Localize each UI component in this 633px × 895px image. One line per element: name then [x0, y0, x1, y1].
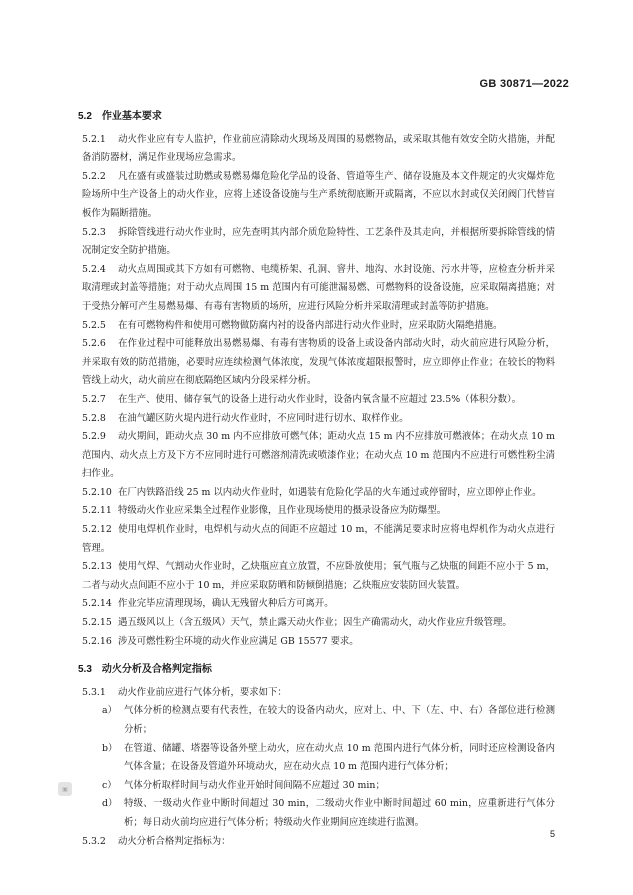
section-5-2-items	[82, 131, 555, 652]
clause	[82, 833, 555, 852]
clause-number: 5.2.1	[82, 133, 106, 145]
document-code: GB 30871—2022	[479, 78, 569, 90]
list-text: 气体分析的检测点要有代表性，在较大的设备内动火，应对上、中、下（左、中、右）各部位进行检测分析；	[124, 705, 555, 735]
clause	[82, 428, 555, 484]
clause	[82, 502, 555, 521]
clause-text: 作业完毕应清理现场，确认无残留火种后方可离开。	[118, 598, 334, 610]
list-item	[102, 740, 555, 777]
clause	[82, 633, 555, 652]
clause	[82, 131, 555, 168]
clause-number: 5.2.2	[82, 170, 106, 182]
list-item	[102, 795, 555, 832]
clause-number: 5.2.15	[82, 617, 112, 629]
clause-number: 5.3.2	[82, 835, 106, 847]
clause-number: 5.2.16	[82, 635, 112, 647]
list-marker: a）	[102, 705, 117, 717]
clause-text: 使用电焊机作业时，电焊机与动火点的间距不应超过 10 m，不能满足要求时应将电焊机作为动火点进行管理。	[82, 524, 555, 554]
clause	[82, 335, 555, 391]
clause-text: 遇五级风以上（含五级风）天气，禁止露天动火作业；因生产确需动火，动火作业应升级管理。	[118, 617, 512, 629]
clause	[82, 317, 555, 336]
list-text: 特级、一级动火作业中断时间超过 30 min，二级动火作业中断时间超过 60 min，应重新进行气体分析；每日动火前均应进行气体分析；特级动火作业期间应连续进行监测。	[124, 798, 555, 828]
clause-number: 5.2.4	[82, 263, 106, 275]
list-marker: c）	[102, 779, 117, 791]
clause-text: 在厂内铁路沿线 25 m 以内动火作业时，如遇装有危险化学品的火车通过或停留时，应立即停止作业。	[118, 486, 542, 498]
list-item	[102, 777, 555, 796]
clause	[82, 261, 555, 317]
clause-number: 5.2.11	[82, 505, 112, 517]
clause	[82, 224, 555, 261]
watermark-logo: ▣	[58, 782, 72, 796]
clause	[82, 521, 555, 558]
clause-text: 在生产、使用、储存氧气的设备上进行动火作业时，设备内氧含量不应超过 23.5%（体积分数）。	[118, 393, 522, 405]
list-marker: d）	[102, 798, 118, 810]
clause-text: 凡在盛有或盛装过助燃或易燃易爆危险化学品的设备、管道等生产、储存设施及本文件规定的火灾爆炸危险场所中生产设备上的动火作业，应将上述设备设施与生产系统彻底断开或隔离，不应以水封或仅关闭阀门代替盲板作为隔断措施。	[82, 170, 555, 219]
clause	[82, 595, 555, 614]
clause	[82, 484, 555, 503]
clause-text: 在作业过程中可能释放出易燃易爆、有毒有害物质的设备上或设备内部动火时，动火前应进行风险分析，并采取有效的防范措施，必要时应连续检测气体浓度，发现气体浓度超限报警时，应立即停止作业；在较长的物料管线上动火，动火前应在彻底隔绝区域内分段采样分析。	[82, 338, 555, 387]
clause	[82, 614, 555, 633]
clause-number: 5.2.9	[82, 431, 106, 443]
clause	[82, 558, 555, 595]
clause-number: 5.3.1	[82, 686, 106, 698]
clause-number: 5.2.8	[82, 412, 106, 424]
clause	[82, 168, 555, 224]
clause-number: 5.2.7	[82, 393, 106, 405]
page-number: 5	[549, 829, 555, 839]
clause-number: 5.2.3	[82, 226, 106, 238]
clause-number: 5.2.6	[82, 338, 106, 350]
list-text: 气体分析取样时间与动火作业开始时间间隔不应超过 30 min；	[124, 779, 385, 791]
clause-number: 5.2.12	[82, 524, 112, 536]
list-item	[102, 702, 555, 739]
clause	[82, 410, 555, 429]
section-title: 5.3 动火分析及合格判定指标	[78, 664, 212, 676]
clause-number: 5.2.13	[82, 561, 112, 573]
section-title: 5.2 作业基本要求	[78, 111, 162, 122]
clause-number: 5.2.10	[82, 486, 112, 498]
clause-text: 拆除管线进行动火作业时，应先查明其内部介质危险特性、工艺条件及其走向，并根据所要拆除管线的情况制定安全防护措施。	[82, 226, 555, 257]
clause-sublist	[82, 702, 555, 832]
clause-text: 动火分析合格判定指标为：	[118, 835, 231, 847]
clause-number: 5.2.5	[82, 319, 106, 331]
clause-text: 在有可燃物构件和使用可燃物做防腐内衬的设备内部进行动火作业时，应采取防火隔绝措施。	[118, 319, 503, 331]
clause-text: 动火作业应有专人监护，作业前应清除动火现场及周围的易燃物品，或采取其他有效安全防火措施，并配备消防器材，满足作业现场应急需求。	[82, 133, 555, 164]
clause-text: 涉及可燃性粉尘环境的动火作业应满足 GB 15577 要求。	[118, 635, 359, 647]
clause	[82, 391, 555, 410]
clause	[82, 684, 555, 703]
clause-text: 动火点周围或其下方如有可燃物、电缆桥架、孔洞、窨井、地沟、水封设施、污水井等，应检查分析并采取清理或封盖等措施；对于动火点周围 15 m 范围内有可能泄漏易燃、可燃物料的设备设施，应采取隔离措施；对于受热分解可产生易燃易爆、有毒有害物质的场所，应进行风险分析并采取清理或封盖等防护措施。	[82, 263, 555, 312]
clause-text: 动火期间，距动火点 30 m 内不应排放可燃气体；距动火点 15 m 内不应排放可燃液体；在动火点 10 m 范围内、动火点上方及下方不应同时进行可燃溶剂清洗或喷漆作业；在动火点 10 m 范围内不应进行可燃性粉尘清扫作业。	[82, 431, 555, 480]
list-marker: b）	[102, 742, 118, 754]
clause-number: 5.2.14	[82, 598, 112, 610]
document-body	[78, 108, 555, 851]
clause-text: 动火作业前应进行气体分析，要求如下：	[118, 686, 287, 698]
clause-text: 使用气焊、气割动火作业时，乙炔瓶应直立放置，不应卧放使用；氧气瓶与乙炔瓶的间距不应小于 5 m，二者与动火点间距不应小于 10 m，并应采取防晒和防倾倒措施；乙炔瓶应安装防回火装置。	[82, 561, 555, 591]
clause-text: 特级动火作业应采集全过程作业影像，且作业现场使用的摄录设备应为防爆型。	[118, 505, 447, 517]
clause-text: 在油气罐区防火堤内进行动火作业时，不应同时进行切水、取样作业。	[118, 412, 409, 424]
list-text: 在管道、储罐、塔器等设备外壁上动火，应在动火点 10 m 范围内进行气体分析，同时还应检测设备内气体含量；在设备及管道外环境动火，应在动火点 10 m 范围内进行气体分析；	[124, 742, 555, 773]
